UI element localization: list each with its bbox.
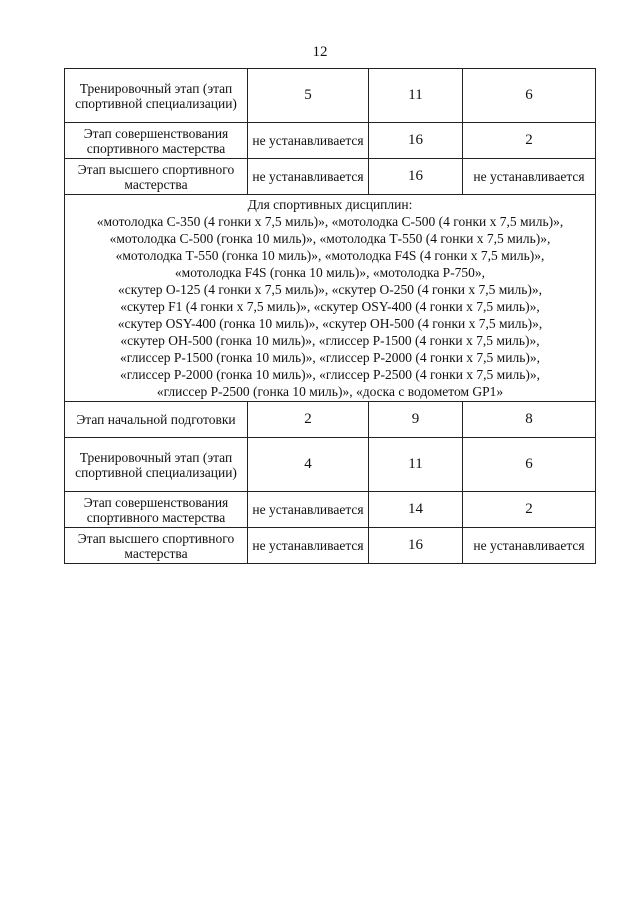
standards-table — [64, 68, 596, 564]
value-cell: 16 — [369, 159, 463, 195]
discipline-line: «скутер OSY-400 (гонка 10 миль)», «скутер ОН-500 (4 гонки х 7,5 миль)», — [117, 316, 543, 331]
table-row — [65, 492, 596, 528]
value-cell: 9 — [369, 402, 463, 438]
table-row — [65, 69, 596, 123]
discipline-line: «мотолодка F4S (гонка 10 миль)», «мотолодка Р-750», — [174, 265, 486, 280]
value-cell: 6 — [463, 438, 596, 492]
discipline-line: «скутер ОН-500 (гонка 10 миль)», «глиссер Р-1500 (4 гонки х 7,5 миль)», — [120, 333, 540, 348]
table-row — [65, 438, 596, 492]
table-row — [65, 528, 596, 564]
value-cell: 16 — [369, 123, 463, 159]
stage-cell: Этап совершенствования спортивного мастерства — [65, 492, 248, 528]
stage-cell: Тренировочный этап (этап спортивной специализации) — [65, 69, 248, 123]
page-number: 12 — [312, 44, 328, 60]
value-cell: не устанавливается — [248, 123, 369, 159]
value-cell: 2 — [463, 492, 596, 528]
stage-cell: Этап высшего спортивного мастерства — [65, 159, 248, 195]
value-cell: не устанавливается — [248, 492, 369, 528]
discipline-line: «мотолодка С-500 (гонка 10 миль)», «мотолодка Т-550 (4 гонки х 7,5 миль)», — [109, 231, 551, 246]
value-cell: 6 — [463, 69, 596, 123]
discipline-line: «глиссер Р-1500 (гонка 10 миль)», «глиссер Р-2000 (4 гонки х 7,5 миль)», — [120, 350, 540, 365]
disciplines-heading: Для спортивных дисциплин: — [247, 197, 413, 212]
stage-cell: Этап совершенствования спортивного мастерства — [65, 123, 248, 159]
value-cell: 11 — [369, 438, 463, 492]
stage-cell: Этап начальной подготовки — [65, 402, 248, 438]
stage-cell: Тренировочный этап (этап спортивной специализации) — [65, 438, 248, 492]
value-cell: 8 — [463, 402, 596, 438]
discipline-line: «мотолодка Т-550 (гонка 10 миль)», «мотолодка F4S (4 гонки х 7,5 миль)», — [115, 248, 545, 263]
table-row — [65, 159, 596, 195]
discipline-line: «глиссер Р-2000 (гонка 10 миль)», «глиссер Р-2500 (4 гонки х 7,5 миль)», — [120, 367, 540, 382]
discipline-line: «мотолодка С-350 (4 гонки х 7,5 миль)», «мотолодка С-500 (4 гонки х 7,5 миль)», — [96, 214, 564, 229]
value-cell: не устанавливается — [463, 159, 596, 195]
stage-cell: Этап высшего спортивного мастерства — [65, 528, 248, 564]
value-cell: 4 — [248, 438, 369, 492]
value-cell: не устанавливается — [248, 528, 369, 564]
value-cell: 2 — [463, 123, 596, 159]
table-row — [65, 195, 596, 402]
table-row — [65, 123, 596, 159]
value-cell: 5 — [248, 69, 369, 123]
value-cell: 2 — [248, 402, 369, 438]
discipline-line: «скутер F1 (4 гонки х 7,5 миль)», «скутер OSY-400 (4 гонки х 7,5 миль)», — [120, 299, 540, 314]
discipline-line: «глиссер Р-2500 (гонка 10 миль)», «доска с водометом GP1» — [156, 384, 504, 399]
value-cell: не устанавливается — [463, 528, 596, 564]
value-cell: 11 — [369, 69, 463, 123]
discipline-line: «скутер О-125 (4 гонки х 7,5 миль)», «скутер О-250 (4 гонки х 7,5 миль)», — [117, 282, 543, 297]
table-row — [65, 402, 596, 438]
value-cell: 14 — [369, 492, 463, 528]
value-cell: не устанавливается — [248, 159, 369, 195]
disciplines-cell — [65, 195, 596, 402]
value-cell: 16 — [369, 528, 463, 564]
